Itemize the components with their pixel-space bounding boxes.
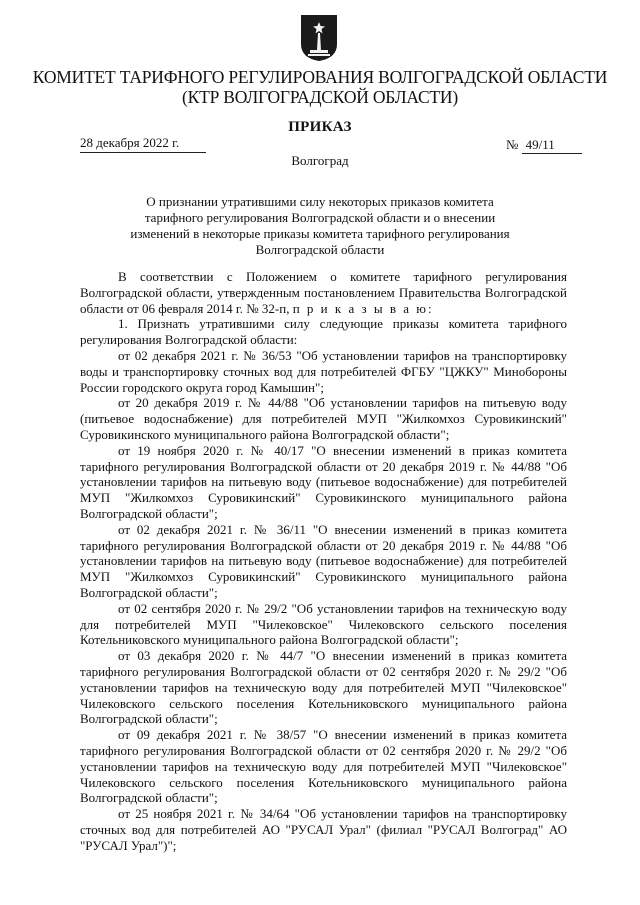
paragraph: от 03 декабря 2020 г. № 44/7 "О внесении изменений в приказ комитета тарифного регулирования Волгоградской области от 02 сентября 2020 г. № 29/2 "Об установлении тарифов на техническую воду для потребителей МУП "Чилековское" Чилековского сельского поселения Котельниковского муниципального района Волгоградской области";: [80, 648, 567, 727]
document-number: 49/11: [522, 137, 582, 154]
organization-short-name: (КТР ВОЛГОГРАДСКОЙ ОБЛАСТИ): [182, 87, 458, 107]
document-city: Волгоград: [291, 153, 349, 168]
document-subject: О признании утратившими силу некоторых приказов комитета тарифного регулирования Волгоградской области и о внесении изменений в некоторые приказы комитета тарифного регулирования Волгоградской области: [130, 194, 510, 257]
coat-of-arms-icon: [300, 14, 338, 62]
paragraph: от 20 декабря 2019 г. № 44/88 "Об установлении тарифов на питьевую воду (питьевое водоснабжение) для потребителей МУП "Жилкомхоз Суровикинский" Суровикинского муниципального района Волгоградской области";: [80, 395, 567, 442]
paragraph: от 02 декабря 2021 г. № 36/11 "О внесении изменений в приказ комитета тарифного регулирования Волгоградской области от 20 декабря 2019 г. № 44/88 "Об установлении тарифов на питьевую воду (питьевое водоснабжение) для потребителей МУП "Жилкомхоз Суровикинский" Суровикинского муниципального района Волгоградской области";: [80, 521, 567, 600]
paragraph: от 09 декабря 2021 г. № 38/57 "О внесении изменений в приказ комитета тарифного регулирования Волгоградской области от 02 сентября 2020 г. № 29/2 "Об установлении тарифов на техническую воду для потребителей МУП "Чилековское" Чилековского сельского поселения Котельниковского муниципального района Волгоградской области";: [80, 727, 567, 806]
organization-name: КОМИТЕТ ТАРИФНОГО РЕГУЛИРОВАНИЯ ВОЛГОГРАДСКОЙ ОБЛАСТИ: [32, 67, 608, 87]
paragraph: 1. Признать утратившими силу следующие приказы комитета тарифного регулирования Волгоградской области:: [80, 316, 567, 348]
paragraph: от 02 сентября 2020 г. № 29/2 "Об установлении тарифов на техническую воду для потребителей МУП "Чилековское" Чилековского сельского поселения Котельниковского муниципального района Волгоградской области";: [80, 600, 567, 648]
intro-paragraph: [80, 269, 567, 316]
document-body: [80, 269, 567, 853]
number-label: №: [506, 137, 519, 152]
document-date: 28 декабря 2022 г.: [80, 135, 206, 153]
decree-word: п р и к а з ы в а ю:: [292, 300, 434, 316]
paragraph: от 02 декабря 2021 г. № 36/53 "Об установлении тарифов на транспортировку воды и транспортировку сточных вод для потребителей ФГБУ "ЦЖКУ" Минобороны России городского округа город Камышин";: [80, 347, 567, 395]
document-title: ПРИКАЗ: [288, 119, 352, 135]
document-number-field: [506, 137, 582, 154]
paragraph: от 25 ноября 2021 г. № 34/64 "Об установлении тарифов на транспортировку сточных вод для потребителей АО "РУСАЛ Урал" (филиал "РУСАЛ Волгоград" АО "РУСАЛ Урал")";: [80, 806, 567, 853]
intro-text: В соответствии с Положением о комитете тарифного регулирования Волгоградской области, утвержденным постановлением Правительства Волгоградской области от 06 февраля 2014 г. № 32-п,: [80, 269, 567, 316]
paragraph: от 19 ноября 2020 г. № 40/17 "О внесении изменений в приказ комитета тарифного регулирования Волгоградской области от 20 декабря 2019 г. № 44/88 "Об установлении тарифов на питьевую воду (питьевое водоснабжение) для потребителей МУП "Жилкомхоз Суровикинский" Суровикинского муниципального района Волгоградской области";: [80, 442, 567, 521]
